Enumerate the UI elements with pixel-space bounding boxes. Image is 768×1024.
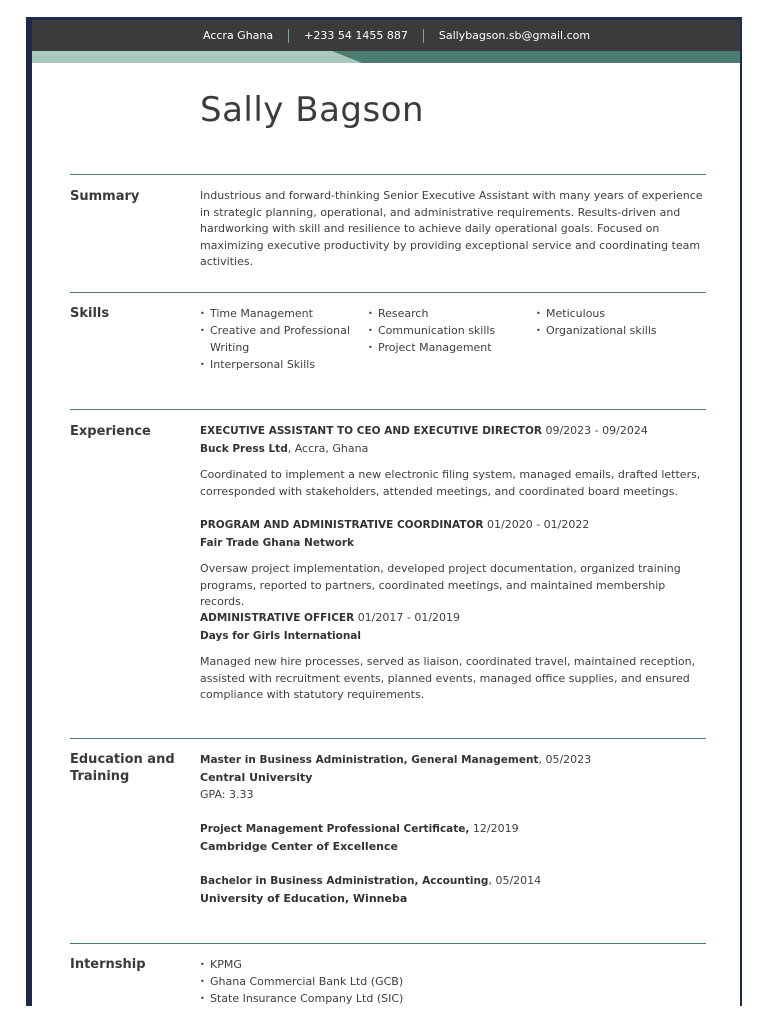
contact-divider	[288, 29, 289, 43]
internship-heading: Internship	[70, 957, 146, 972]
degree-title: Bachelor in Business Administration, Accounting	[200, 875, 489, 887]
section-divider	[70, 409, 706, 410]
job-dates: 01/2017 - 01/2019	[357, 611, 461, 624]
section-divider	[70, 943, 706, 944]
header-accent-stripe	[32, 51, 740, 63]
experience-heading: Experience	[70, 424, 151, 439]
contact-phone: +233 54 1455 887	[304, 29, 408, 42]
degree-title: Master in Business Administration, General Management	[200, 754, 539, 766]
job-entry	[200, 422, 706, 500]
job-description: Oversaw project implementation, developed project documentation, organized training programs, reported to partners, coordinated meetings, and maintained membership records.	[200, 562, 681, 608]
job-title: EXECUTIVE ASSISTANT TO CEO AND EXECUTIVE DIRECTOR	[200, 425, 542, 437]
job-entry	[200, 516, 706, 611]
internship-item: • KPMG	[200, 956, 706, 973]
job-description: Coordinated to implement a new electronic filing system, managed emails, drafted letters, corresponded with stakeholders, attended meetings, and coordinated board meetings.	[200, 468, 701, 498]
degree-title: Project Management Professional Certificate,	[200, 823, 470, 835]
gpa: GPA: 3.33	[200, 788, 254, 801]
summary-text: Industrious and forward-thinking Senior Executive Assistant with many years of experience in strategic planning, operational, and administrative requirements. Results-driven and hardworking with skill and resilience to achieve daily operational goals. Focused on maximizing executive productivity by providing exceptional service and coordinating team activities.	[200, 189, 703, 268]
contact-location: Accra Ghana	[203, 29, 274, 42]
contact-divider	[423, 29, 424, 43]
job-location: , Accra, Ghana	[287, 442, 369, 455]
school-name: Cambridge Center of Excellence	[200, 840, 398, 853]
skill-item: • Project Management	[368, 339, 528, 356]
candidate-name: Sally Bagson	[200, 90, 425, 130]
job-dates: 01/2020 - 01/2022	[487, 518, 590, 531]
job-title: ADMINISTRATIVE OFFICER	[200, 612, 355, 624]
skill-item: • Research	[368, 305, 528, 322]
resume-page	[32, 20, 740, 1006]
job-employer: Buck Press Ltd	[200, 443, 288, 455]
contact-email: Sallybagson.sb@gmail.com	[438, 29, 591, 42]
school-name: Central University	[200, 771, 313, 784]
job-title: PROGRAM AND ADMINISTRATIVE COORDINATOR	[200, 519, 484, 531]
section-divider	[70, 738, 706, 739]
education-heading: Education and Training	[70, 752, 175, 784]
skills-list	[200, 305, 706, 375]
degree-date: , 05/2014	[488, 874, 542, 887]
contact-bar	[32, 20, 740, 51]
skill-item: • Creative and Professional Writing	[200, 322, 350, 356]
degree-date: , 05/2023	[538, 753, 592, 766]
school-name: University of Education, Winneba	[200, 892, 408, 905]
job-employer: Days for Girls International	[200, 630, 361, 642]
skill-item: • Interpersonal Skills	[200, 356, 350, 373]
degree-date: 12/2019	[469, 822, 519, 835]
skill-item: • Communication skills	[368, 322, 528, 339]
internship-item: • Ghana Commercial Bank Ltd (GCB)	[200, 973, 706, 990]
section-divider	[70, 292, 706, 293]
education-entry	[200, 751, 706, 803]
job-dates: 09/2023 - 09/2024	[545, 424, 648, 437]
skill-item: • Organizational skills	[536, 322, 706, 339]
summary-heading: Summary	[70, 189, 140, 204]
internship-list	[200, 956, 706, 1006]
skill-item: • Meticulous	[536, 305, 706, 322]
skills-heading: Skills	[70, 306, 110, 321]
page-frame-right	[740, 18, 742, 1006]
job-description: Managed new hire processes, served as liaison, coordinated travel, maintained reception, assisted with recruitment events, planned events, managed office supplies, and ensured compliance with statutory requirements.	[200, 655, 696, 701]
job-entry	[200, 609, 706, 704]
section-divider	[70, 174, 706, 175]
skill-item: • Time Management	[200, 305, 350, 322]
job-employer: Fair Trade Ghana Network	[200, 537, 355, 549]
education-entry	[200, 872, 706, 907]
internship-item: • State Insurance Company Ltd (SIC)	[200, 990, 706, 1006]
education-entry	[200, 820, 706, 855]
